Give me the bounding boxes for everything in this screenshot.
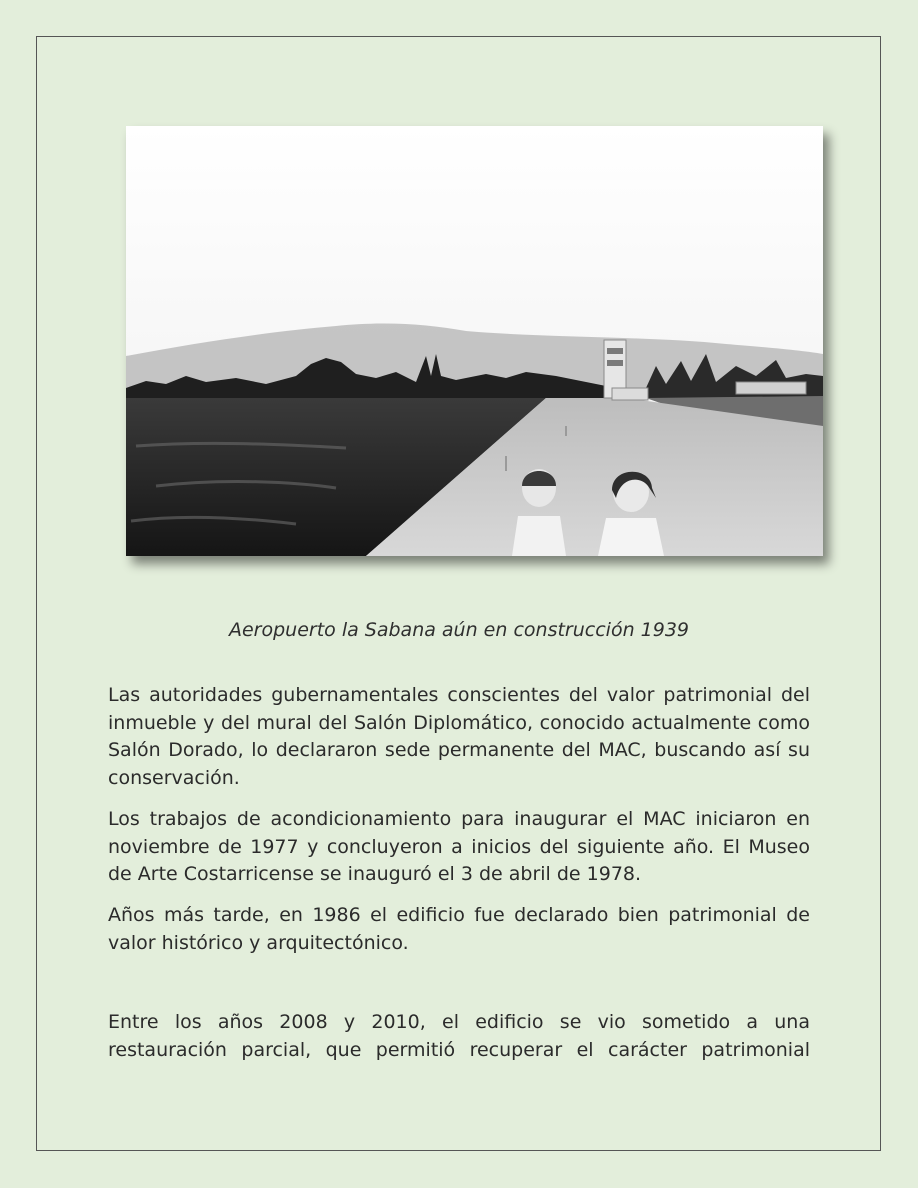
historical-photo: [126, 126, 823, 556]
photo-caption: Aeropuerto la Sabana aún en construcción 1939: [228, 619, 690, 641]
paragraph-2: Los trabajos de acondicionamiento para inaugurar el MAC iniciaron en noviembre de 1977 y concluyeron a inicios del siguiente año. El Museo de Arte Costarricense se inauguró el 3 de abril de 1978.: [108, 808, 810, 885]
paragraph-1: Las autoridades gubernamentales conscientes del valor patrimonial del inmueble y del mural del Salón Diplomático, conocido actualmente como Salón Dorado, lo declararon sede permanente del MAC, buscando así su conservación.: [108, 684, 810, 789]
paragraph-4: Entre los años 2008 y 2010, el edificio se vio sometido a una restauración parcial, que permitió recuperar el carácter patrimonial: [108, 1011, 810, 1061]
paragraph-3: Años más tarde, en 1986 el edificio fue declarado bien patrimonial de valor histórico y arquitectónico.: [108, 904, 810, 954]
